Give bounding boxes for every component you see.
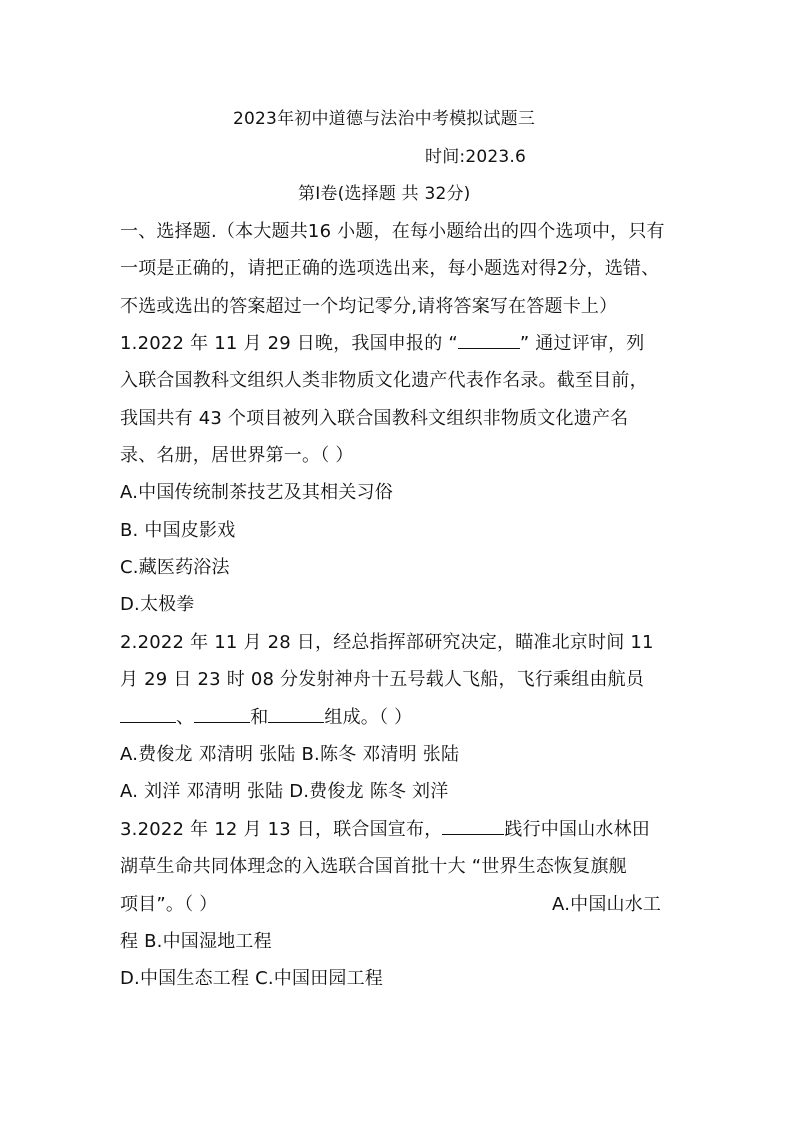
- exam-time: 时间:2023.6: [425, 147, 527, 167]
- q1-answer-blank: [458, 334, 520, 349]
- section-heading: 第Ⅰ卷(选择题 共 32分): [298, 184, 471, 204]
- q3-line-2: 湖草生命共同体理念的入选联合国首批十大 “世界生态恢复旗舰: [120, 856, 627, 877]
- q3-line-5: D.中国生态工程 C.中国田园工程: [120, 968, 383, 989]
- instructions-line-2: 一项是正确的，请把正确的选项选出来，每小题选对得2分，选错、: [120, 258, 660, 279]
- q1-text-a: 1.2022 年 11 月 29 日晚，我国申报的 “: [120, 333, 458, 354]
- q2-line-3-end: 组成。（ ）: [324, 707, 413, 728]
- q2-blank-2: [194, 708, 250, 723]
- q1-option-c: C.藏医药浴法: [120, 557, 230, 578]
- q3-line-3: 项目”。（ ）: [120, 894, 218, 915]
- instructions-line-1: 一、选择题.（本大题共16 小题，在每小题给出的四个选项中，只有: [120, 221, 665, 242]
- instructions-line-3: 不选或选出的答案超过一个均记零分,请将答案写在答题卡上）: [120, 296, 618, 317]
- q2-sep-1: 、: [176, 707, 195, 728]
- q2-blank-1: [120, 708, 176, 723]
- q1-text-b: ” 通过评审，列: [519, 333, 645, 354]
- q3-text-b: 践行中国山水林田: [504, 819, 651, 840]
- q2-options-line-1: A.费俊龙 邓清明 张陆 B.陈冬 邓清明 张陆: [120, 744, 460, 765]
- q1-option-a: A.中国传统制茶技艺及其相关习俗: [120, 482, 393, 503]
- q3-text-a: 3.2022 年 12 月 13 日，联合国宣布，: [120, 819, 443, 840]
- q2-sep-2: 和: [250, 707, 269, 728]
- q1-line-4: 录、名册，居世界第一。（ ）: [120, 445, 354, 466]
- q1-line-1: [120, 333, 645, 355]
- q3-option-a-start: A.中国山水工: [552, 894, 662, 915]
- q1-line-2: 入联合国教科文组织人类非物质文化遗产代表作名录。截至目前，: [120, 370, 648, 391]
- q2-options-line-2: A. 刘洋 邓清明 张陆 D.费俊龙 陈冬 刘洋: [120, 781, 449, 802]
- q2-blank-3: [268, 708, 324, 723]
- q1-option-b: B. 中国皮影戏: [120, 520, 236, 541]
- exam-title: 2023年初中道德与法治中考模拟试题三: [233, 109, 536, 129]
- q3-line-1: [120, 819, 650, 841]
- q2-line-3: [120, 707, 412, 729]
- q3-answer-blank: [442, 820, 504, 835]
- q2-line-1: 2.2022 年 11 月 28 日，经总指挥部研究决定，瞄准北京时间 11: [120, 632, 654, 653]
- q1-line-3: 我国共有 43 个项目被列入联合国教科文组织非物质文化遗产名: [120, 408, 629, 429]
- q3-line-4: 程 B.中国湿地工程: [120, 931, 272, 952]
- q2-line-2: 月 29 日 23 时 08 分发射神舟十五号载人飞船，飞行乘组由航员: [120, 669, 645, 690]
- q1-option-d: D.太极拳: [120, 594, 195, 615]
